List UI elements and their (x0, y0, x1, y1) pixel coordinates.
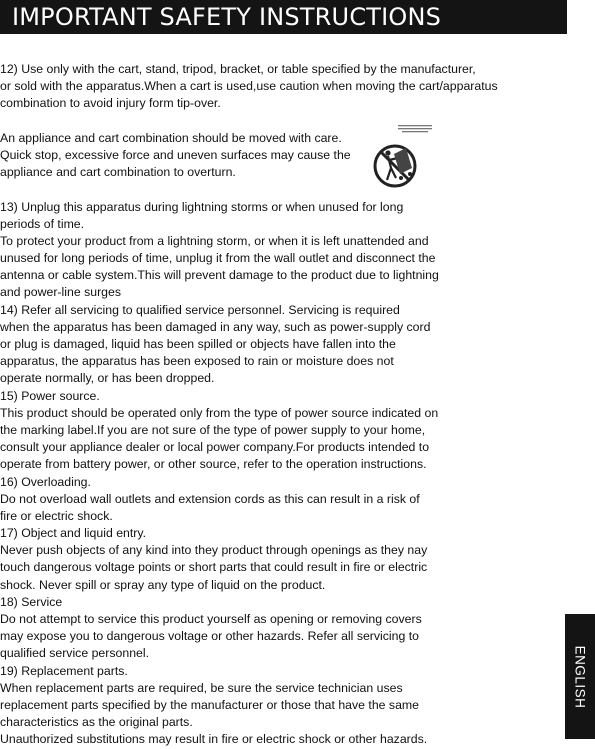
text-line: When replacement parts are required, be sure the service technician uses (0, 680, 403, 695)
text-line: when the apparatus has been damaged in any way, such as power-supply cord (0, 319, 431, 334)
text-line: Do not overload wall outlets and extension cords as this can result in a risk of (0, 491, 420, 506)
text-line: or plug is damaged, liquid has been spilled or objects have fallen into the (0, 337, 396, 351)
text-line: An appliance and cart combination should be moved with care. (0, 130, 342, 145)
header-bar (0, 0, 567, 34)
text-line: 14) Refer all servicing to qualified service personnel. Servicing is required (0, 302, 400, 317)
text-line: operate normally, or has been dropped. (0, 371, 215, 386)
text-line: 18) Service (0, 594, 63, 609)
text-line: Quick stop, excessive force and uneven surfaces may cause the (0, 147, 351, 162)
text-line: consult your appliance dealer or local power company.For products intended to (0, 440, 430, 455)
text-line: 16) Overloading. (0, 474, 91, 489)
text-line: apparatus, the apparatus has been exposed to rain or moisture does not (0, 354, 394, 369)
text-line: combination to avoid injury form tip-over. (0, 96, 221, 111)
paragraph-gap (0, 113, 540, 130)
text-line: To protect your product from a lightning storm, or when it is left unattended and (0, 233, 429, 248)
text-line: antenna or cable system.This will prevent damage to the product due to lightning (0, 268, 439, 283)
text-line: may expose you to dangerous voltage or other hazards. Refer all servicing to (0, 629, 420, 644)
text-line: 13) Unplug this apparatus during lightning storms or when unused for long (0, 199, 404, 214)
instructions-body (0, 61, 540, 749)
text-line: This product should be operated only from the type of power source indicated on (0, 405, 439, 420)
text-line: fire or electric shock. (0, 508, 113, 523)
text-line: Never push objects of any kind into they product through openings as they nay (0, 543, 428, 558)
text-line: characteristics as the original parts. (0, 715, 193, 730)
text-line: Do not attempt to service this product yourself as opening or removing covers (0, 612, 422, 626)
paragraph-gap (0, 181, 540, 198)
text-line: and power-line surges (0, 285, 121, 300)
text-line: touch dangerous voltage points or short parts that could result in fire or electric (0, 560, 428, 575)
cart-tip-over-warning-icon (372, 124, 434, 192)
text-line: appliance and cart combination to overturn. (0, 165, 236, 180)
text-line: unused for long periods of time, unplug it from the wall outlet and disconnect the (0, 251, 436, 266)
text-line: replacement parts specified by the manufacturer or those that have the same (0, 697, 420, 712)
text-line: 17) Object and liquid entry. (0, 526, 147, 541)
text-line: 19) Replacement parts. (0, 663, 128, 678)
language-tab-label: ENGLISH (572, 645, 588, 708)
text-line: or sold with the apparatus.When a cart is used,use caution when moving the cart/apparatus (0, 79, 498, 94)
language-tab[interactable] (565, 614, 595, 739)
text-line: Unauthorized substitutions may result in fire or electric shock or other hazards. (0, 732, 428, 747)
text-line: qualified service personnel. (0, 646, 150, 661)
text-line: shock. Never spill or spray any type of liquid on the product. (0, 577, 326, 592)
text-line: periods of time. (0, 216, 85, 231)
text-line: 15) Power source. (0, 388, 100, 403)
page-title: IMPORTANT SAFETY INSTRUCTIONS (12, 3, 442, 31)
text-line: the marking label.If you are not sure of the type of power supply to your home, (0, 422, 426, 437)
text-line: operate from battery power, or other source, refer to the operation instructions. (0, 457, 427, 472)
text-line: 12) Use only with the cart, stand, tripod, bracket, or table specified by the manufacturer, (0, 62, 476, 76)
